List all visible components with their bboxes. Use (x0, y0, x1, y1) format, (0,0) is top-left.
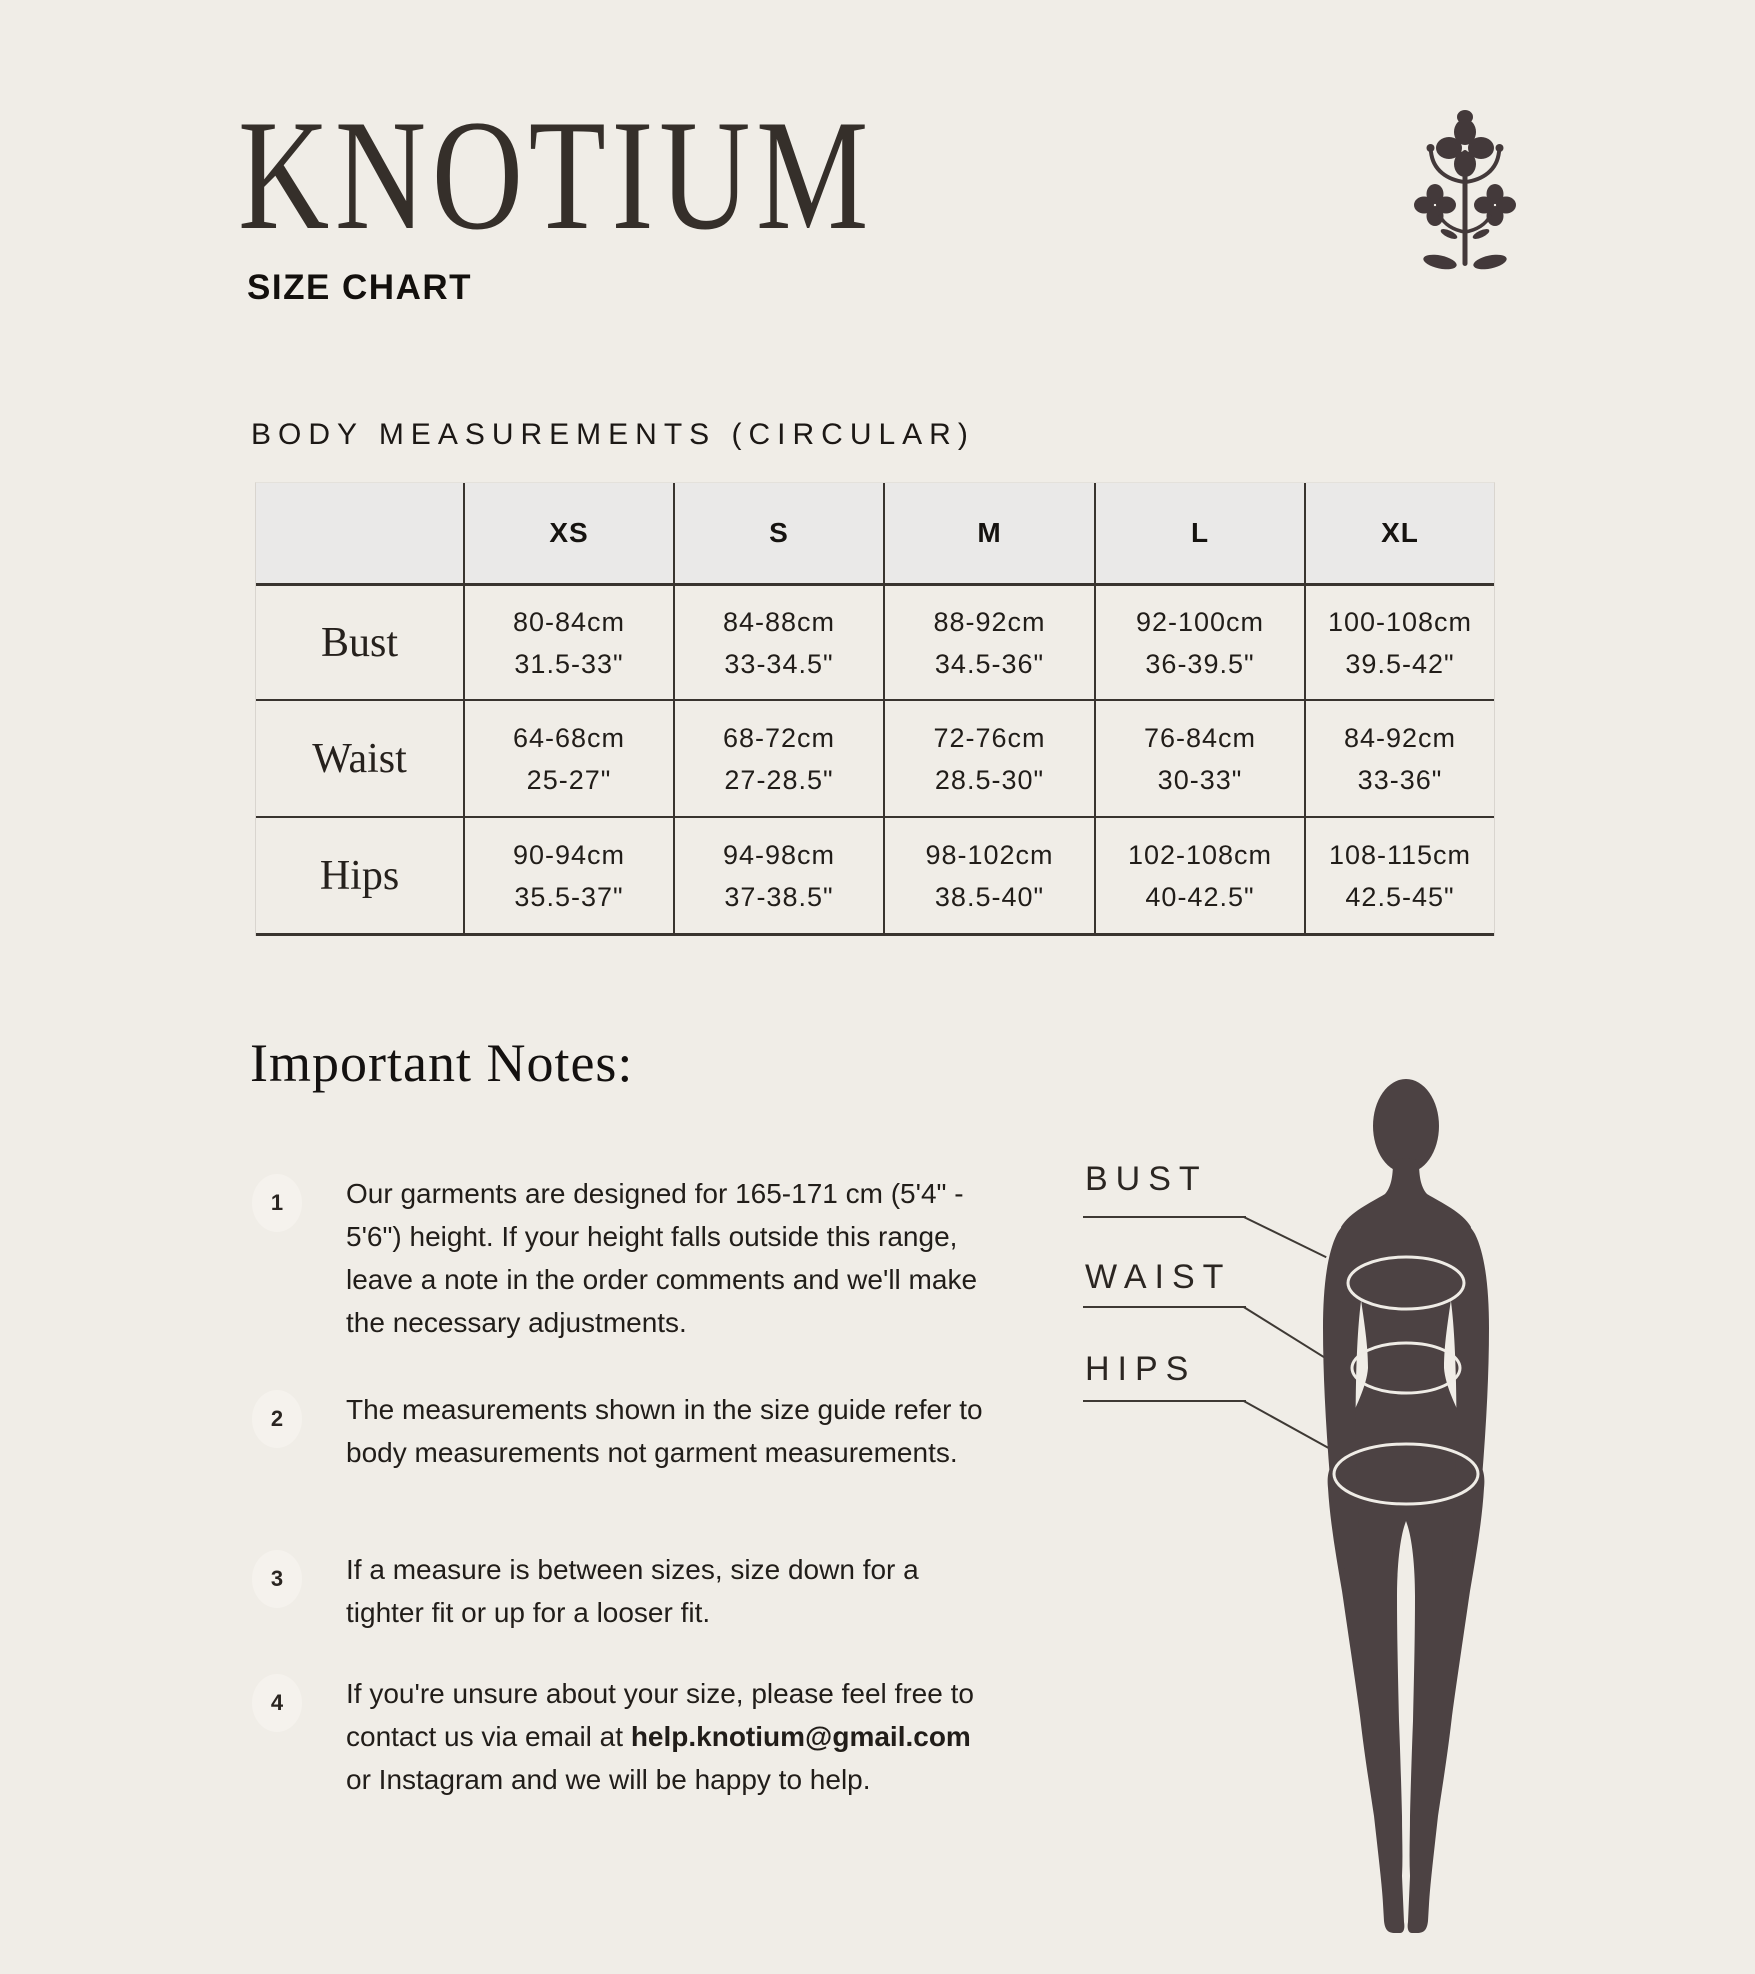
page-title: SIZE CHART (247, 268, 472, 307)
note-item-2 (252, 1388, 1032, 1474)
note-text: If a measure is between sizes, size down for a tighter fit or up for a looser fit. (346, 1554, 919, 1628)
note-number-badge: 4 (252, 1674, 302, 1732)
floral-motif-icon (1405, 110, 1525, 280)
size-cell: 76-84cm 30-33" (1096, 701, 1306, 816)
table-row-waist (256, 701, 1494, 818)
row-label: Waist (256, 701, 465, 816)
col-header-m: M (885, 483, 1096, 583)
size-cell: 108-115cm 42.5-45" (1328, 839, 1472, 912)
note-text: The measurements shown in the size guide refer to body measurements not garment measurements. (346, 1394, 983, 1468)
notes-heading: Important Notes: (250, 1033, 634, 1093)
size-cell: 88-92cm 34.5-36" (885, 586, 1096, 699)
corner-cell (256, 483, 465, 583)
size-cell: 72-76cm 28.5-30" (885, 701, 1096, 816)
row-label: Hips (256, 818, 465, 933)
size-cell: 100-108cm 39.5-42" (1327, 606, 1473, 679)
hips-callout-line (1083, 1400, 1246, 1402)
table-row-hips (256, 818, 1494, 936)
bust-label: BUST (1085, 1160, 1208, 1198)
contact-email: help.knotium@gmail.com (630, 1721, 971, 1752)
size-cell: 84-92cm 33-36" (1343, 722, 1457, 795)
note-number-badge: 3 (252, 1550, 302, 1608)
size-cell: 92-100cm 36-39.5" (1096, 586, 1306, 699)
note-item-3 (252, 1548, 1032, 1634)
body-silhouette-figure (1266, 1076, 1546, 1936)
note-item-1 (252, 1172, 1032, 1344)
size-cell: 68-72cm 27-28.5" (675, 701, 885, 816)
col-header-s: S (675, 483, 885, 583)
size-cell: 102-108cm 40-42.5" (1096, 818, 1306, 933)
note-number-badge: 1 (252, 1174, 302, 1232)
note-text: Our garments are designed for 165-171 cm (5'4" - 5'6") height. If your height falls outside this range, leave a note in the order comments and we'll make the necessary adjustments. (346, 1178, 978, 1338)
section-heading: BODY MEASUREMENTS (CIRCULAR) (251, 418, 975, 451)
note-number-badge: 2 (252, 1390, 302, 1448)
note-item-4 (252, 1672, 1032, 1801)
waist-callout-line (1083, 1306, 1246, 1308)
size-cell: 84-88cm 33-34.5" (675, 586, 885, 699)
row-label: Bust (256, 586, 465, 699)
table-header-row (256, 483, 1494, 586)
table-row-bust (256, 586, 1494, 701)
note-text: If you're unsure about your size, please feel free to contact us via email at help.knotium@gmail.com or Instagram and we will be happy to help. (346, 1678, 974, 1795)
waist-label: WAIST (1085, 1258, 1232, 1296)
brand-logo: KNOTIUM (238, 88, 875, 263)
col-header-xs: XS (465, 483, 675, 583)
size-cell: 94-98cm 37-38.5" (675, 818, 885, 933)
size-cell: 64-68cm 25-27" (465, 701, 675, 816)
size-cell: 98-102cm 38.5-40" (885, 818, 1096, 933)
size-table (255, 482, 1495, 936)
hips-label: HIPS (1085, 1350, 1197, 1388)
bust-callout-line (1083, 1216, 1246, 1218)
size-cell: 90-94cm 35.5-37" (465, 818, 675, 933)
size-cell: 80-84cm 31.5-33" (465, 586, 675, 699)
col-header-xl: XL (1381, 517, 1419, 548)
col-header-l: L (1096, 483, 1306, 583)
